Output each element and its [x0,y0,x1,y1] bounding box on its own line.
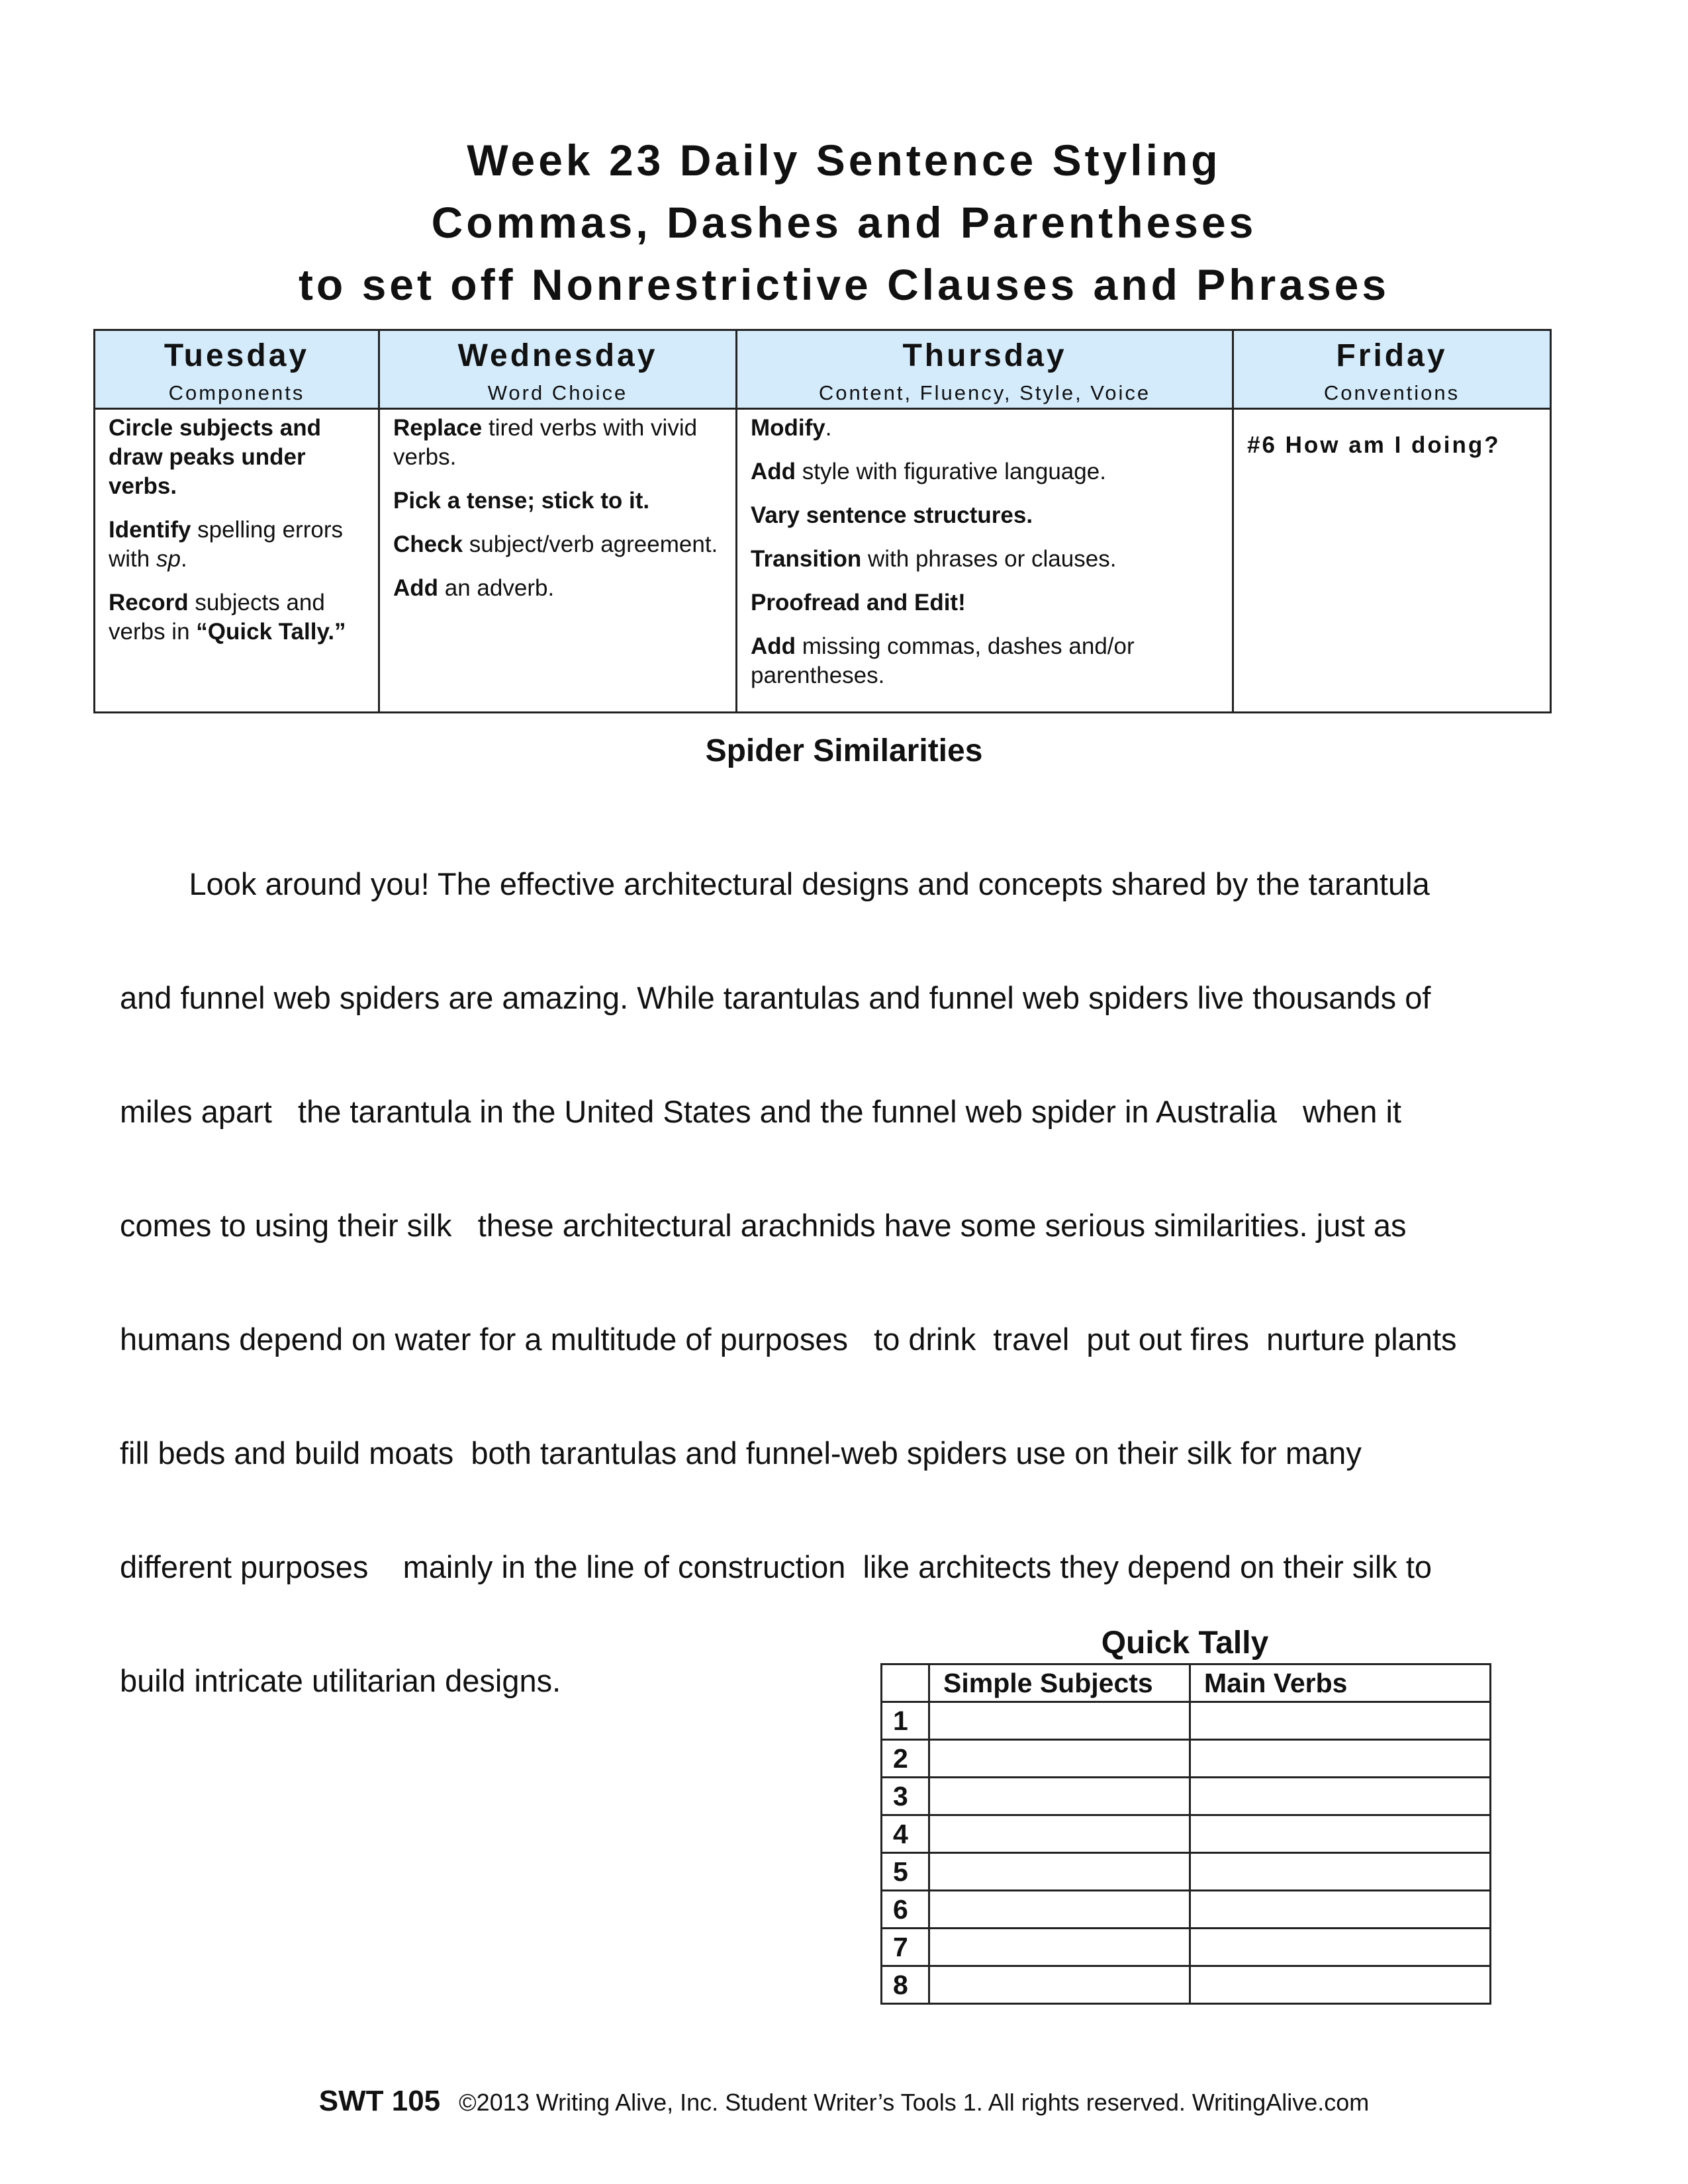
schedule-body-row [95,409,1551,713]
thursday-tasks [737,409,1233,713]
task-text: with phrases or clauses. [861,546,1117,572]
task-item [393,414,722,472]
row-number: 8 [882,1966,929,2004]
page-footer [0,2085,1688,2118]
task-item: Circle subjects and draw peaks under verbs. [109,415,321,499]
story-title: Spider Similarities [705,733,983,768]
tuesday-tasks [95,409,379,713]
subject-cell[interactable] [929,1891,1190,1929]
tally-row [882,1778,1491,1815]
task-item: Pick a tense; stick to it. [393,488,650,514]
verb-cell[interactable] [1190,1815,1491,1853]
task-text: spelling errors with [109,517,343,572]
day-label: Friday [1336,338,1448,373]
header-tuesday [95,330,379,409]
story-line: different purposes mainly in the line of construction like architects they depend on their silk to [120,1549,1432,1584]
task-item [751,457,1219,486]
story-line: fill beds and build moats both tarantulas and funnel-web spiders use on their silk for many [120,1435,1362,1471]
subject-cell[interactable] [929,1815,1190,1853]
weekly-schedule-table [93,329,1552,713]
story-line: humans depend on water for a multitude of purposes to drink travel put out fires nurture plants [120,1322,1457,1357]
title-line-1: Week 23 Daily Sentence Styling [467,136,1221,185]
friday-tasks [1233,409,1551,713]
subject-cell[interactable] [929,1929,1190,1966]
story-line: build intricate utilitarian designs. [120,1663,561,1698]
tally-header-subjects: Simple Subjects [929,1664,1190,1702]
task-text: an adverb. [438,575,555,601]
tally-title: Quick Tally [1101,1625,1269,1661]
task-item: #6 How am I doing? [1247,432,1501,458]
task-item [751,414,1219,443]
tally-header-row [882,1664,1491,1702]
task-verb: Modify [751,415,825,441]
task-verb: Record [109,590,189,615]
title-line-3: to set off Nonrestrictive Clauses and Phrases [298,260,1390,309]
task-verb: Add [751,633,796,659]
verb-cell[interactable] [1190,1702,1491,1740]
story-line: Look around you! The effective architectural designs and concepts shared by the tarantula [120,866,1430,901]
story-line: comes to using their silk these architectural arachnids have some serious similarities. just as [120,1208,1407,1243]
row-number: 3 [882,1778,929,1815]
task-verb: Add [751,459,796,484]
task-item [393,530,722,559]
task-text: tired verbs with vivid verbs. [393,415,698,470]
verb-cell[interactable] [1190,1778,1491,1815]
header-friday [1233,330,1551,409]
row-number: 2 [882,1740,929,1778]
footer-code: SWT 105 [318,2085,441,2117]
tally-row [882,1891,1491,1929]
task-item: Proofread and Edit! [751,590,966,615]
tally-row [882,1966,1491,2004]
task-item [109,516,365,574]
row-number: 5 [882,1853,929,1891]
task-text: style with figurative language. [796,459,1106,484]
task-verb: Transition [751,546,862,572]
footer-copyright: ©2013 Writing Alive, Inc. Student Writer’s Tools 1. All rights reserved. WritingAlive.com [459,2089,1370,2116]
wednesday-tasks [379,409,737,713]
task-italic: sp [156,546,181,572]
verb-cell[interactable] [1190,1891,1491,1929]
row-number: 7 [882,1929,929,1966]
task-text: subjects and verbs in [109,590,325,645]
day-focus: Conventions [1323,381,1460,404]
page-title [0,129,1688,316]
task-text: . [180,546,187,572]
task-text: subject/verb agreement. [463,531,718,557]
task-verb: Identify [109,517,191,543]
subject-cell[interactable] [929,1778,1190,1815]
task-text: missing commas, dashes and/or parentheses. [751,633,1135,688]
day-focus: Components [168,381,305,404]
row-number: 4 [882,1815,929,1853]
task-item: Vary sentence structures. [751,502,1033,528]
task-bold-text: “Quick Tally.” [196,619,346,645]
tally-row [882,1815,1491,1853]
task-verb: Replace [393,415,483,441]
task-item [109,588,365,647]
tally-row [882,1853,1491,1891]
tally-header-blank [882,1664,929,1702]
tally-row [882,1740,1491,1778]
row-number: 6 [882,1891,929,1929]
task-verb: Add [393,575,439,601]
verb-cell[interactable] [1190,1929,1491,1966]
story-line: and funnel web spiders are amazing. While tarantulas and funnel web spiders live thousands of [120,980,1431,1015]
day-label: Thursday [902,338,1067,373]
tally-header-verbs: Main Verbs [1190,1664,1491,1702]
day-label: Wednesday [457,338,658,373]
row-number: 1 [882,1702,929,1740]
day-focus: Word Choice [487,381,628,404]
task-item [751,632,1219,690]
tally-row [882,1702,1491,1740]
subject-cell[interactable] [929,1853,1190,1891]
verb-cell[interactable] [1190,1853,1491,1891]
verb-cell[interactable] [1190,1740,1491,1778]
header-thursday [737,330,1233,409]
day-label: Tuesday [164,338,310,373]
quick-tally-table [880,1663,1491,2005]
subject-cell[interactable] [929,1702,1190,1740]
task-verb: Check [393,531,463,557]
day-focus: Content, Fluency, Style, Voice [818,381,1151,404]
schedule-header-row [95,330,1551,409]
task-text: . [825,415,832,441]
verb-cell[interactable] [1190,1966,1491,2004]
task-item [393,574,722,603]
subject-cell[interactable] [929,1966,1190,2004]
header-wednesday [379,330,737,409]
story-line: miles apart the tarantula in the United States and the funnel web spider in Australia when it [120,1094,1401,1129]
tally-row [882,1929,1491,1966]
subject-cell[interactable] [929,1740,1190,1778]
task-item [751,545,1219,574]
title-line-2: Commas, Dashes and Parentheses [431,198,1257,247]
